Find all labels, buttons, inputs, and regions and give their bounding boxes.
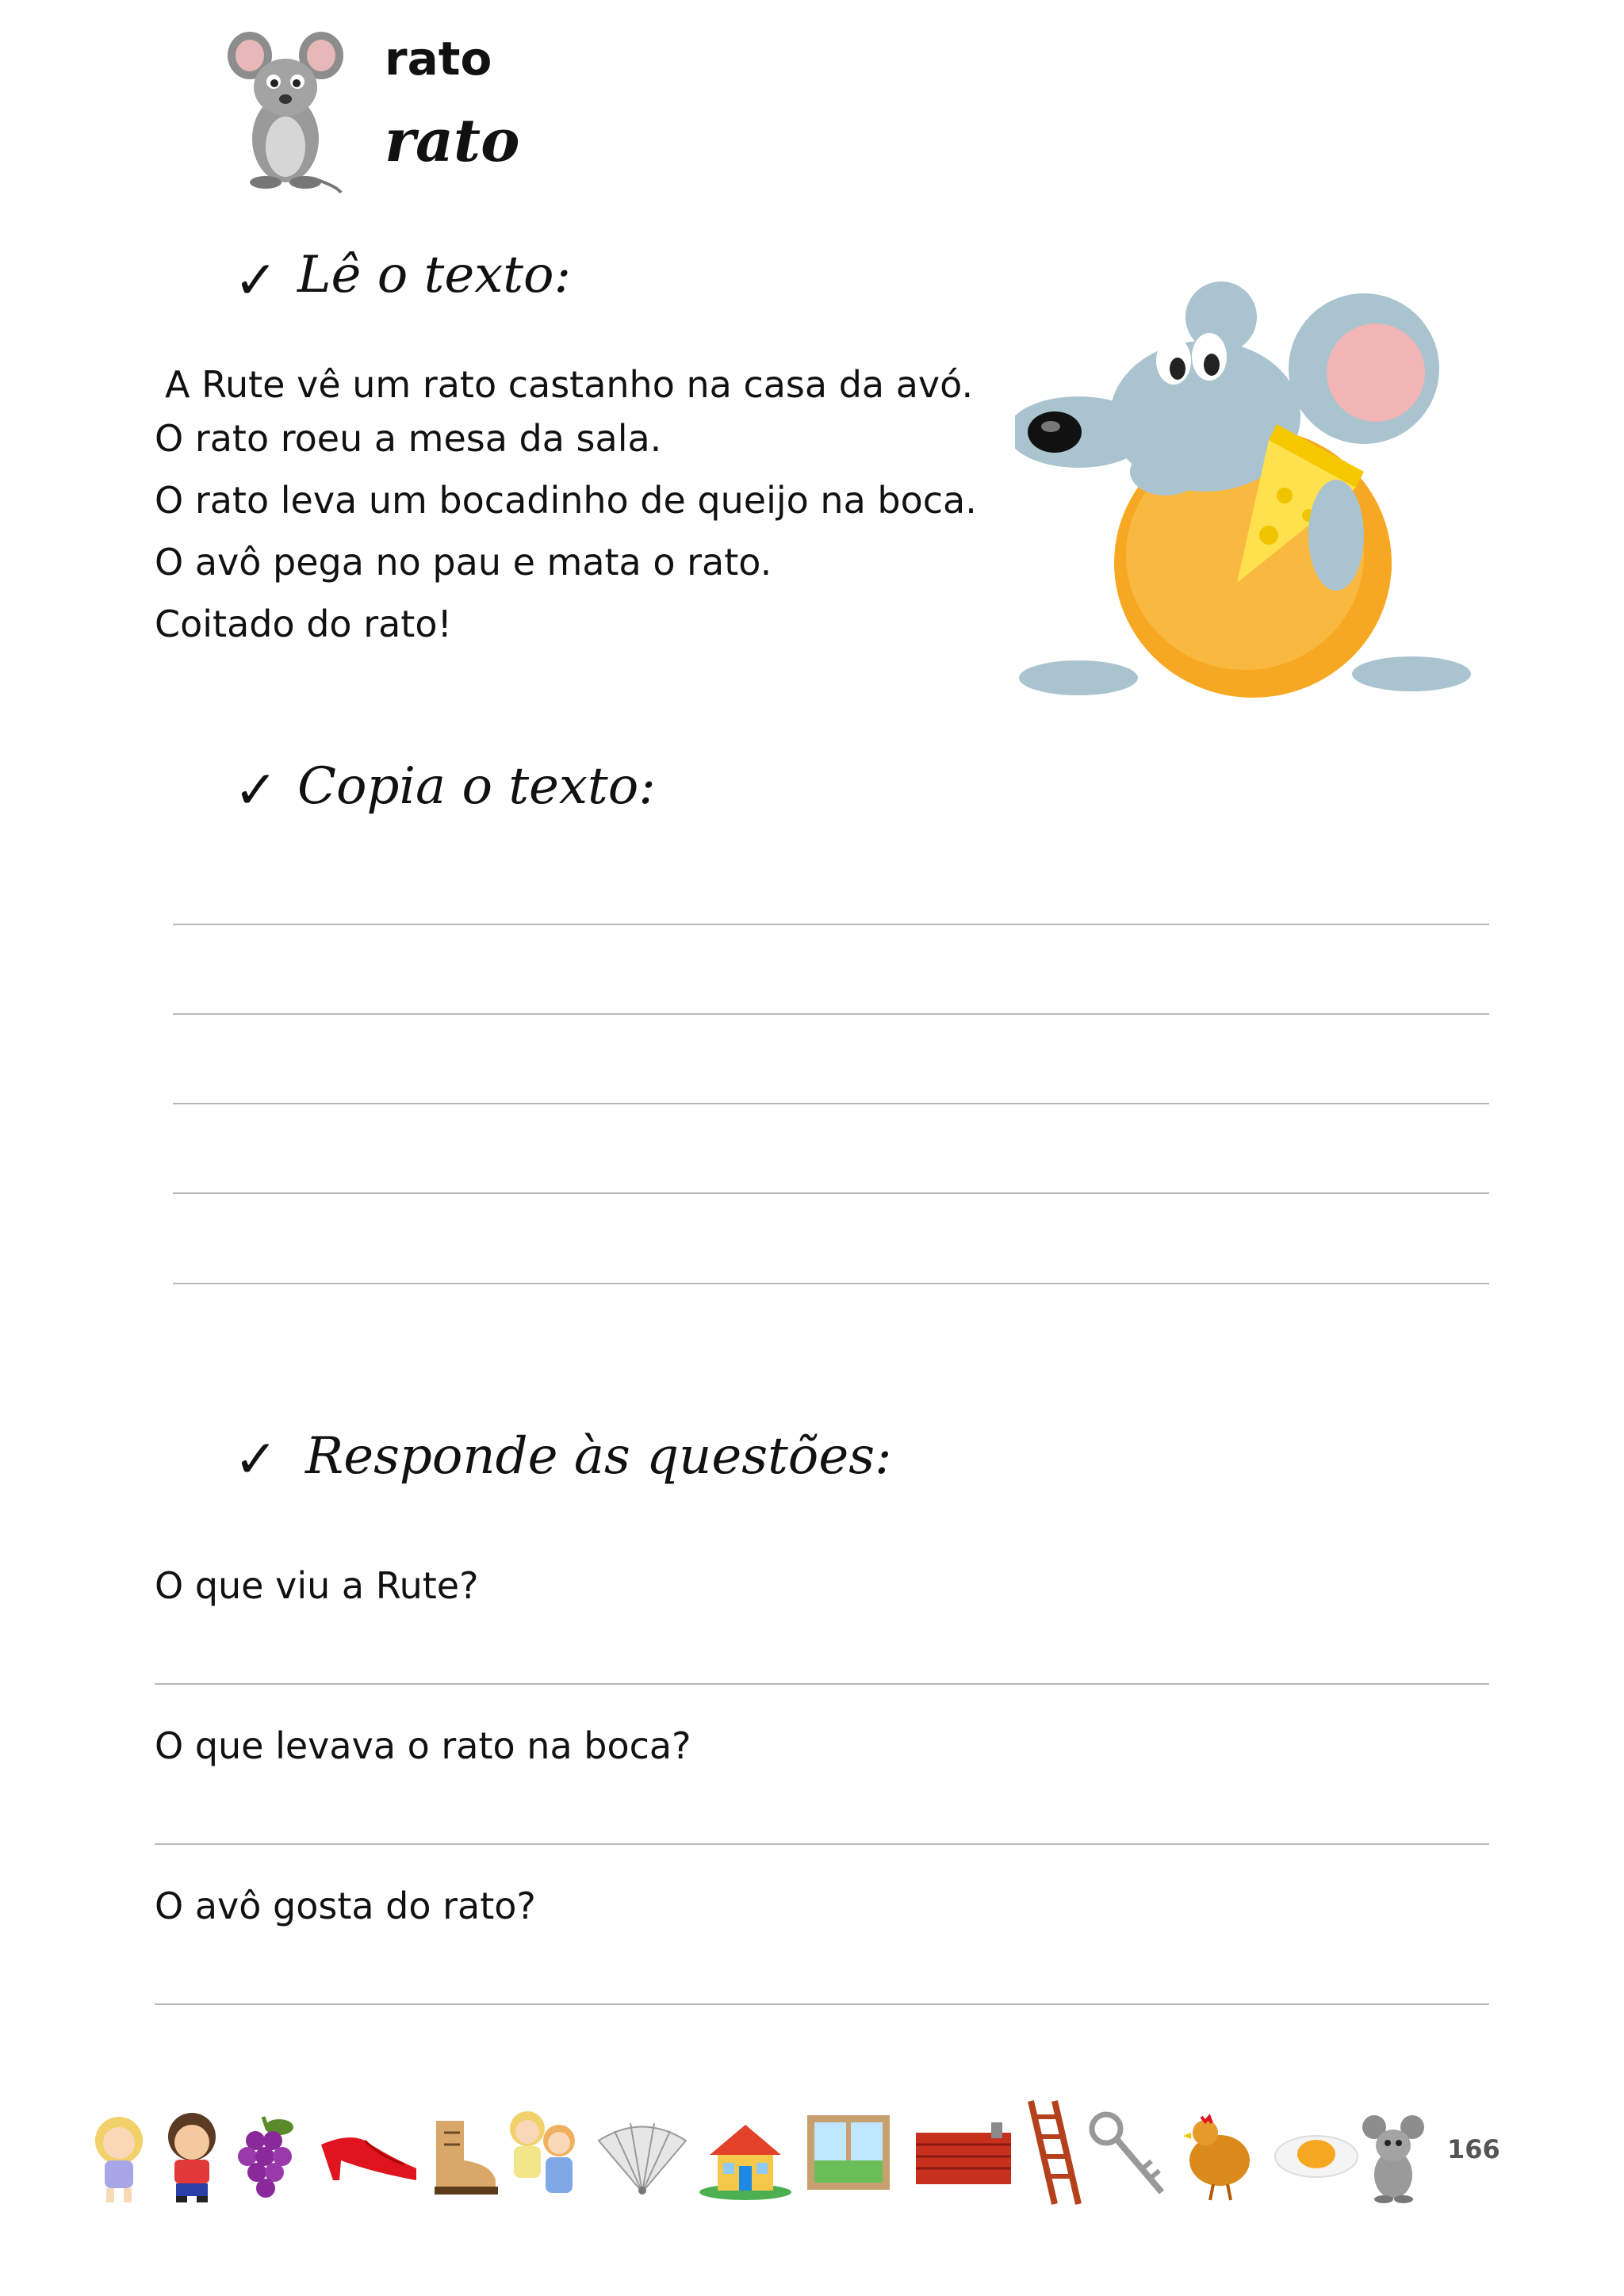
key-icon [1086, 2109, 1170, 2200]
writing-line[interactable] [173, 1013, 1489, 1015]
check-icon: ✓ [234, 760, 278, 821]
text-line: O rato leva um bocadinho de queijo na boca. [155, 479, 977, 522]
fan-icon [595, 2117, 690, 2196]
check-icon: ✓ [234, 1429, 278, 1490]
mouse-icon [1360, 2107, 1427, 2206]
egg-icon [1273, 2129, 1360, 2180]
word-cursive: rato [385, 107, 520, 175]
grapes-icon [232, 2113, 303, 2200]
check-icon: ✓ [234, 250, 278, 311]
question-text: O avô gosta do rato? [155, 1885, 536, 1927]
boy-icon [159, 2109, 226, 2204]
answer-line[interactable] [155, 2003, 1489, 2005]
mouse-cheese-icon [1015, 281, 1483, 710]
writing-line[interactable] [173, 1283, 1489, 1284]
text-line: Coitado do rato! [155, 603, 452, 645]
section-questions-heading: Responde às questões: [305, 1427, 892, 1486]
page-number: 166 [1447, 2134, 1500, 2164]
answer-line[interactable] [155, 1683, 1489, 1685]
window-icon [805, 2113, 892, 2192]
header-mouse-illustration [226, 20, 345, 198]
section-copy-heading: Copia o texto: [297, 757, 656, 816]
mouse-icon [226, 20, 345, 198]
girl-icon [87, 2113, 151, 2204]
red-shoe-icon [317, 2125, 420, 2188]
question-text: O que levava o rato na boca? [155, 1724, 691, 1767]
hen-icon [1182, 2109, 1257, 2204]
mouse-with-cheese-illustration [1015, 281, 1483, 710]
ladder-icon [1019, 2097, 1082, 2208]
text-line: O avô pega no pau e mata o rato. [155, 541, 772, 584]
text-line: A Rute vê um rato castanho na casa da avó. [165, 363, 974, 406]
boot-icon [428, 2117, 500, 2196]
writing-line[interactable] [173, 1103, 1489, 1104]
kids-icon [500, 2105, 587, 2204]
footer-icon-strip [0, 2093, 1624, 2212]
writing-line[interactable] [173, 924, 1489, 925]
roof-tiles-icon [912, 2121, 1015, 2188]
word-print: rato [385, 32, 492, 86]
writing-line[interactable] [173, 1192, 1489, 1194]
house-icon [698, 2117, 793, 2200]
section-read-heading: Lê o texto: [297, 246, 572, 304]
question-text: O que viu a Rute? [155, 1564, 479, 1607]
text-line: O rato roeu a mesa da sala. [155, 417, 662, 460]
answer-line[interactable] [155, 1843, 1489, 1845]
